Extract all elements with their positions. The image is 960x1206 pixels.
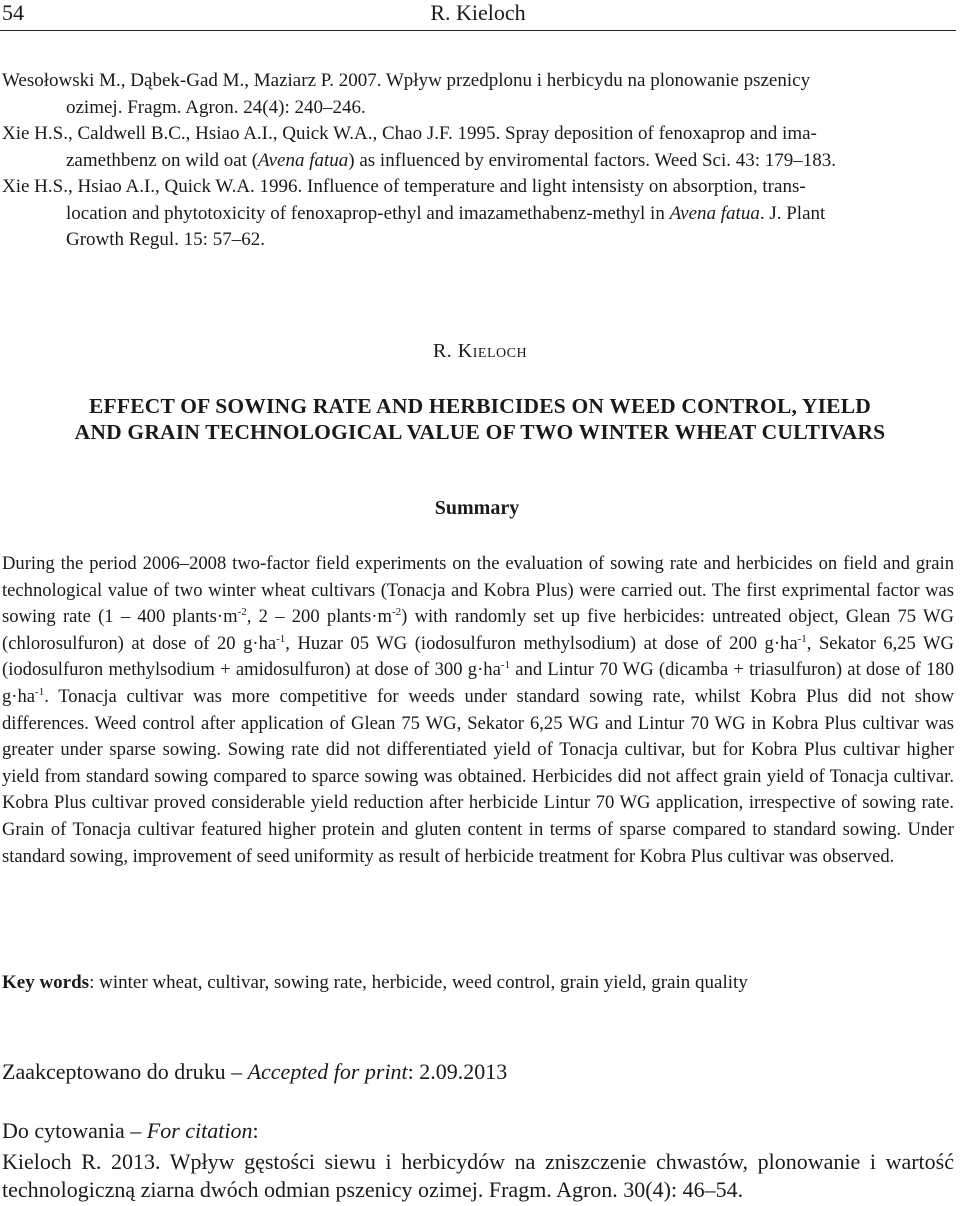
summary-text: ) with randomly set up five herbicides: untreated object, Glean 75 WG (chlorosulfuron) at dose of 20 g·ha [2, 606, 954, 654]
page-number: 54 [2, 0, 24, 25]
citation-label-en: For citation [146, 1118, 253, 1143]
reference-first-line: Wesołowski M., Dąbek-Gad M., Maziarz P. 2007. Wpływ przedplonu i herbicydu na plonowanie pszenicy [2, 70, 811, 91]
summary-heading: Summary [434, 497, 520, 519]
references-list [2, 68, 956, 254]
keywords-label: Key words [2, 972, 90, 993]
superscript: -1 [35, 685, 45, 698]
page-header [0, 0, 956, 31]
author-surname: Kieloch [457, 340, 528, 362]
keywords [2, 972, 954, 994]
author-initial: R. [432, 340, 453, 362]
reference-continuation [2, 201, 956, 254]
superscript: -1 [500, 659, 510, 672]
citation-text: Kieloch R. 2013. Wpływ gęstości siewu i herbicydów na zniszczenie chwastów, plonowanie i wartość technologiczną ziarna dwóch odmian pszenicy ozimej. Fragm. Agron. 30(4): 46–54. [2, 1149, 954, 1202]
summary-text: and Lintur 70 WG (dicamba + triasulfuron) at dose of 180 g·ha [2, 659, 955, 707]
accepted-label-pl: Zaakceptowano do druku [2, 1059, 226, 1084]
summary-text: . Tonacja cultivar was more competitive for weeds under standard sowing rate, whilst Kobra Plus did not show differences. Weed control after application of Glean 75 WG, Sekator 6,25 WG and Lintur 70 WG in Kobra Plus cultivar was greater under sparse sowing. Sowing rate did not differentiated yield of Tonacja cultivar, but for Kobra Plus cultivar higher yield from standard sowing compared to sparce sowing was obtained. Herbicides did not affect grain yield of Tonacja cultivar. Kobra Plus cultivar proved considerable yield reduction after herbicide Lintur 70 WG application, irrespective of sowing rate. Grain of Tonacja cultivar featured higher protein and gluten content in terms of sparse compared to standard sowing. Under standard sowing, improvement of seed uniformity as result of herbicide treatment for Kobra Plus cultivar was observed. [2, 685, 954, 867]
running-head: R. Kieloch [430, 0, 526, 25]
reference-first-line: Xie H.S., Hsiao A.I., Quick W.A. 1996. Influence of temperature and light intensisty on absorption, trans- [2, 176, 806, 197]
separator: – [225, 1059, 248, 1084]
superscript: -2 [237, 606, 247, 619]
summary-text: , Huzar 05 WG (iodosulfuron methylsodium) at dose of 200 g·ha [285, 632, 798, 654]
article-title [0, 393, 960, 445]
summary-text: , Sekator 6,25 WG (iodosulfuron methylsodium + amidosulfuron) at dose of 300 g·ha [2, 632, 954, 681]
citation-label-pl: Do cytowania [2, 1118, 125, 1143]
reference-first-line: Xie H.S., Caldwell B.C., Hsiao A.I., Quick W.A., Chao J.F. 1995. Spray deposition of fenoxaprop and ima- [2, 123, 817, 144]
reference-item [2, 174, 956, 254]
summary-paragraph [2, 551, 954, 870]
citation-heading [2, 1118, 259, 1144]
article-author [0, 340, 960, 363]
superscript: -1 [797, 632, 807, 645]
separator: : [252, 1118, 259, 1143]
reference-text: Growth Regul. 15: 57–62. [66, 229, 265, 250]
reference-text: location and phytotoxicity of fenoxaprop-ethyl and imazamethabenz-methyl in [66, 202, 670, 224]
superscript: -2 [391, 606, 402, 619]
separator: – [124, 1118, 147, 1143]
title-line: AND GRAIN TECHNOLOGICAL VALUE OF TWO WINTER WHEAT CULTIVARS [74, 420, 886, 444]
species-name: Avena fatua [669, 202, 760, 224]
keywords-text: : winter wheat, cultivar, sowing rate, herbicide, weed control, grain yield, grain quality [89, 972, 748, 993]
reference-item [2, 68, 956, 121]
reference-text: ) as influenced by enviromental factors. Weed Sci. 43: 179–183. [348, 149, 837, 171]
title-line: EFFECT OF SOWING RATE AND HERBICIDES ON WEED CONTROL, YIELD [89, 394, 871, 418]
reference-continuation [2, 148, 956, 175]
superscript: -1 [276, 632, 286, 645]
accepted-date: : 2.09.2013 [407, 1059, 508, 1084]
reference-continuation: ozimej. Fragm. Agron. 24(4): 240–246. [66, 96, 366, 118]
reference-text: . J. Plant [759, 202, 826, 224]
accepted-line [2, 1059, 507, 1085]
reference-item [2, 121, 956, 174]
summary-text: During the period 2006–2008 two-factor field experiments on the evaluation of sowing rate and herbicides on field and grain technological value of two winter wheat cultivars (Tonacja and Kobra Plus) were carried out. The first exprimental factor was sowing rate (1 – 400 plants·m [2, 553, 954, 628]
species-name: Avena fatua [258, 149, 349, 171]
reference-text: zamethbenz on wild oat ( [66, 149, 259, 171]
accepted-label-en: Accepted for print [247, 1059, 408, 1084]
summary-text: , 2 – 200 plants·m [246, 606, 392, 628]
